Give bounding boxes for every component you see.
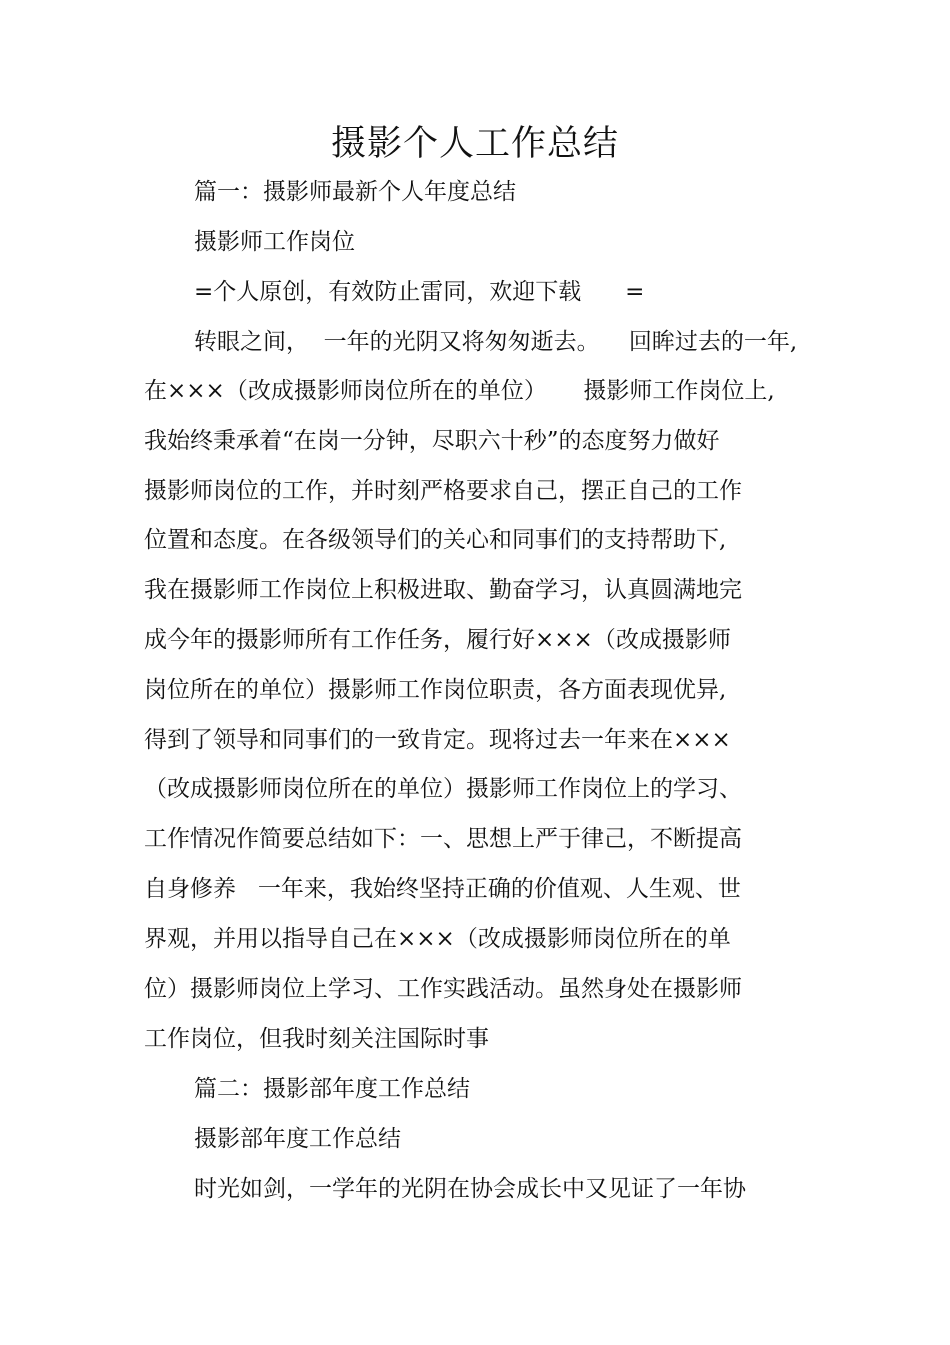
- section-heading-2: 篇二：摄影部年度工作总结: [194, 1076, 470, 1102]
- paragraph-line: 得到了领导和同事们的一致肯定。现将过去一年来在×××: [144, 727, 731, 753]
- paragraph-line: 成今年的摄影师所有工作任务，履行好×××（改成摄影师: [144, 627, 731, 653]
- subheading-1: 摄影师工作岗位: [194, 229, 355, 255]
- paragraph-line: 我在摄影师工作岗位上积极进取、勤奋学习，认真圆满地完: [144, 577, 742, 603]
- paragraph-line: 转眼之间， 一年的光阴又将匆匆逝去。 回眸过去的一年,: [194, 329, 798, 355]
- paragraph-line: （改成摄影师岗位所在的单位）摄影师工作岗位上的学习、: [144, 776, 742, 802]
- document-title: 摄影个人工作总结: [330, 124, 619, 164]
- paragraph-line: 在×××（改成摄影师岗位所在的单位） 摄影师工作岗位上,: [144, 378, 775, 404]
- paragraph-line: 工作情况作简要总结如下：一、思想上严于律己，不断提高: [144, 826, 742, 852]
- paragraph-line: 工作岗位，但我时刻关注国际时事: [144, 1026, 489, 1052]
- paragraph-line: 位）摄影师岗位上学习、工作实践活动。虽然身处在摄影师: [144, 976, 742, 1002]
- paragraph-line: 自身修养 一年来，我始终坚持正确的价值观、人生观、世: [144, 876, 741, 902]
- subheading-2: 摄影部年度工作总结: [194, 1126, 401, 1152]
- paragraph-line: 时光如剑，一学年的光阴在协会成长中又见证了一年协: [194, 1176, 746, 1202]
- paragraph-line: 我始终秉承着“在岗一分钟，尽职六十秒”的态度努力做好: [144, 428, 720, 454]
- section-heading-1: 篇一：摄影师最新个人年度总结: [194, 179, 516, 205]
- paragraph-line: 摄影师岗位的工作，并时刻严格要求自己，摆正自己的工作: [144, 478, 742, 504]
- paragraph-line: 位置和态度。在各级领导们的关心和同事们的支持帮助下,: [144, 527, 727, 553]
- paragraph-line: 岗位所在的单位）摄影师工作岗位职责，各方面表现优异,: [144, 677, 727, 703]
- original-notice: =个人原创，有效防止雷同，欢迎下载 =: [194, 279, 645, 305]
- paragraph-line: 界观，并用以指导自己在×××（改成摄影师岗位所在的单: [144, 926, 731, 952]
